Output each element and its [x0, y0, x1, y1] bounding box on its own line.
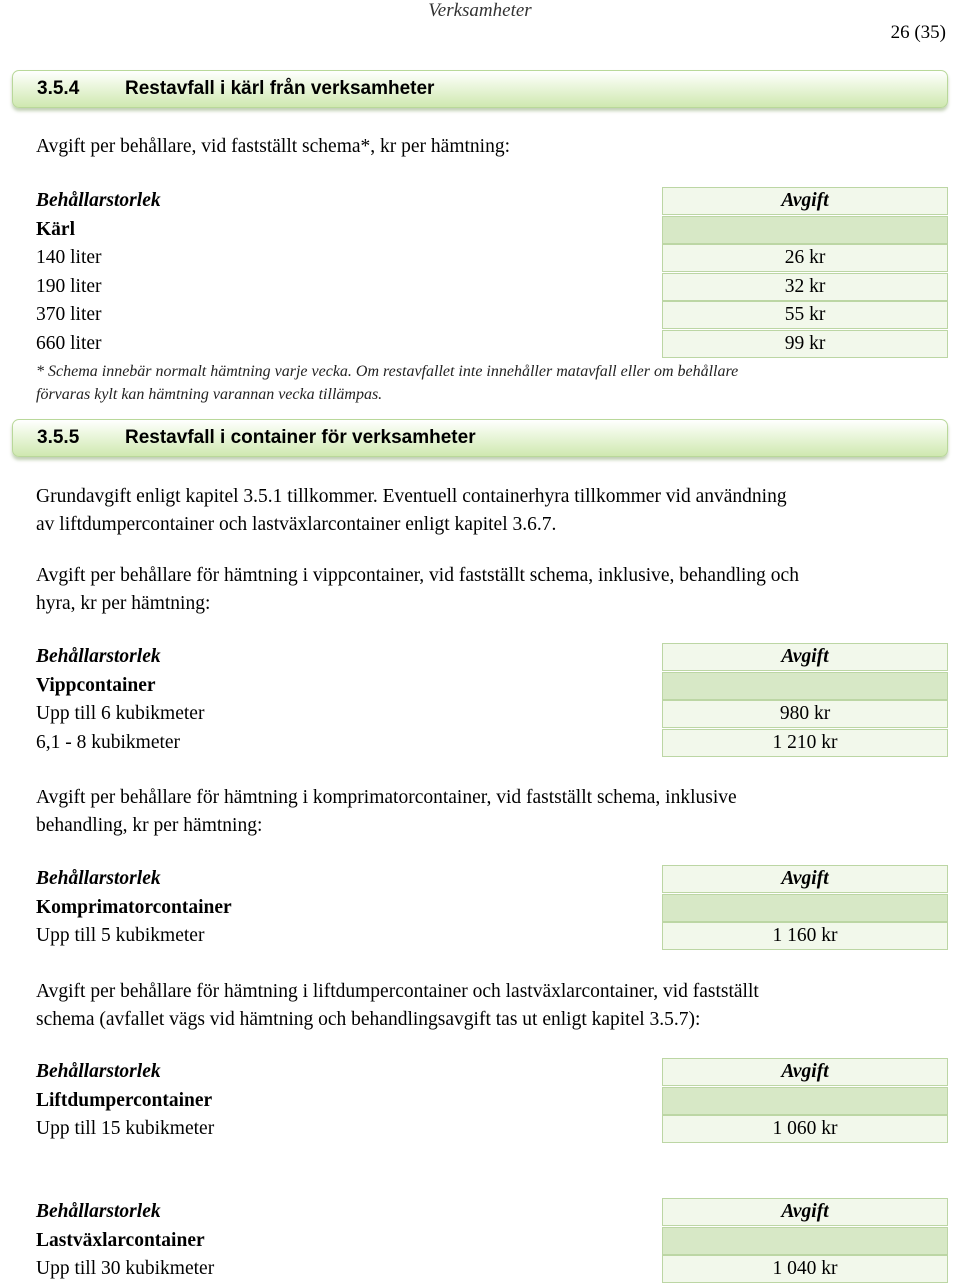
size-label: 190 liter	[36, 275, 102, 297]
paragraph-grundavgift	[36, 483, 946, 539]
category-cell	[662, 672, 948, 700]
section-number: 3.5.4	[37, 78, 80, 99]
table-header-row	[36, 865, 948, 894]
paragraph-line: Avgift per behållare för hämtning i vippcontainer, vid fastställt schema, inklusive, behandling och	[36, 565, 799, 586]
table-header-row	[36, 1198, 948, 1227]
table-header-row	[36, 643, 948, 672]
category-row	[36, 1087, 948, 1116]
paragraph-line: Grundavgift enligt kapitel 3.5.1 tillkommer. Eventuell containerhyra tillkommer vid användning	[36, 486, 787, 507]
table-row	[36, 700, 948, 729]
paragraph-liftdumper-lastvaxlar	[36, 978, 946, 1034]
table-row	[36, 922, 948, 951]
intro-paragraph: Avgift per behållare, vid fastställt schema*, kr per hämtning:	[36, 136, 510, 157]
table-row	[36, 1255, 948, 1284]
column-header-fee: Avgift	[662, 643, 948, 671]
fee-value: 1 060 kr	[662, 1115, 948, 1143]
category-row	[36, 216, 948, 245]
table-row	[36, 330, 948, 359]
table-header-row	[36, 187, 948, 216]
running-header: Verksamheter	[428, 0, 532, 21]
table-row	[36, 301, 948, 330]
size-label: Upp till 15 kubikmeter	[36, 1118, 215, 1139]
section-title: Restavfall i kärl från verksamheter	[125, 78, 435, 99]
paragraph-line: hyra, kr per hämtning:	[36, 593, 211, 614]
table-header-row	[36, 1058, 948, 1087]
category-label: Lastväxlarcontainer	[36, 1229, 205, 1251]
size-label: Upp till 30 kubikmeter	[36, 1258, 215, 1279]
column-header-size: Behållarstorlek	[36, 646, 161, 667]
table-row	[36, 244, 948, 273]
size-label: 660 liter	[36, 332, 102, 354]
fee-value: 32 kr	[662, 273, 948, 301]
column-header-fee: Avgift	[662, 1058, 948, 1086]
paragraph-line: Avgift per behållare för hämtning i komprimatorcontainer, vid fastställt schema, inklusive	[36, 787, 737, 808]
paragraph-line: schema (avfallet vägs vid hämtning och behandlingsavgift tas ut enligt kapitel 3.5.7):	[36, 1009, 701, 1030]
section-title: Restavfall i container för verksamheter	[125, 427, 476, 448]
fee-table-karl	[36, 187, 948, 358]
fee-value: 99 kr	[662, 330, 948, 358]
category-row	[36, 1227, 948, 1256]
category-cell	[662, 1227, 948, 1255]
fee-value: 980 kr	[662, 700, 948, 728]
fee-table-komprimatorcontainer	[36, 865, 948, 951]
fee-value: 26 kr	[662, 244, 948, 272]
section-heading-354	[12, 70, 948, 108]
footnote-line: förvaras kylt kan hämtning varannan vecka tillämpas.	[36, 386, 383, 403]
category-label: Vippcontainer	[36, 674, 156, 696]
column-header-fee: Avgift	[662, 865, 948, 893]
column-header-size: Behållarstorlek	[36, 1201, 161, 1222]
fee-value: 55 kr	[662, 301, 948, 329]
column-header-size: Behållarstorlek	[36, 868, 161, 889]
category-label: Komprimatorcontainer	[36, 896, 232, 918]
section-heading-355	[12, 419, 948, 457]
page-number: 26 (35)	[890, 22, 946, 43]
paragraph-vippcontainer	[36, 562, 946, 618]
fee-table-vippcontainer	[36, 643, 948, 757]
table-row	[36, 729, 948, 758]
paragraph-line: av liftdumpercontainer och lastväxlarcontainer enligt kapitel 3.6.7.	[36, 514, 557, 535]
category-label: Kärl	[36, 218, 75, 240]
category-row	[36, 672, 948, 701]
category-cell	[662, 894, 948, 922]
fee-value: 1 040 kr	[662, 1255, 948, 1283]
footnote	[36, 360, 936, 406]
size-label: 370 liter	[36, 304, 102, 325]
paragraph-line: Avgift per behållare för hämtning i liftdumpercontainer och lastväxlarcontainer, vid fastställt	[36, 981, 759, 1002]
size-label: Upp till 6 kubikmeter	[36, 703, 205, 724]
table-row	[36, 1115, 948, 1144]
category-row	[36, 894, 948, 923]
footnote-line: * Schema innebär normalt hämtning varje vecka. Om restavfallet inte innehåller matavfall eller om behållare	[36, 363, 739, 380]
size-label: Upp till 5 kubikmeter	[36, 925, 205, 946]
paragraph-line: behandling, kr per hämtning:	[36, 815, 263, 836]
fee-value: 1 160 kr	[662, 922, 948, 950]
fee-table-liftdumpercontainer	[36, 1058, 948, 1144]
column-header-size: Behållarstorlek	[36, 190, 161, 211]
section-number: 3.5.5	[37, 427, 80, 448]
fee-value: 1 210 kr	[662, 729, 948, 757]
paragraph-komprimatorcontainer	[36, 784, 946, 840]
category-cell	[662, 1087, 948, 1115]
column-header-size: Behållarstorlek	[36, 1061, 161, 1082]
table-row	[36, 273, 948, 302]
size-label: 140 liter	[36, 247, 102, 268]
fee-table-lastvaxlarcontainer	[36, 1198, 948, 1284]
category-cell	[662, 216, 948, 244]
column-header-fee: Avgift	[662, 1198, 948, 1226]
category-label: Liftdumpercontainer	[36, 1089, 213, 1111]
size-label: 6,1 - 8 kubikmeter	[36, 731, 181, 753]
column-header-fee: Avgift	[662, 187, 948, 215]
